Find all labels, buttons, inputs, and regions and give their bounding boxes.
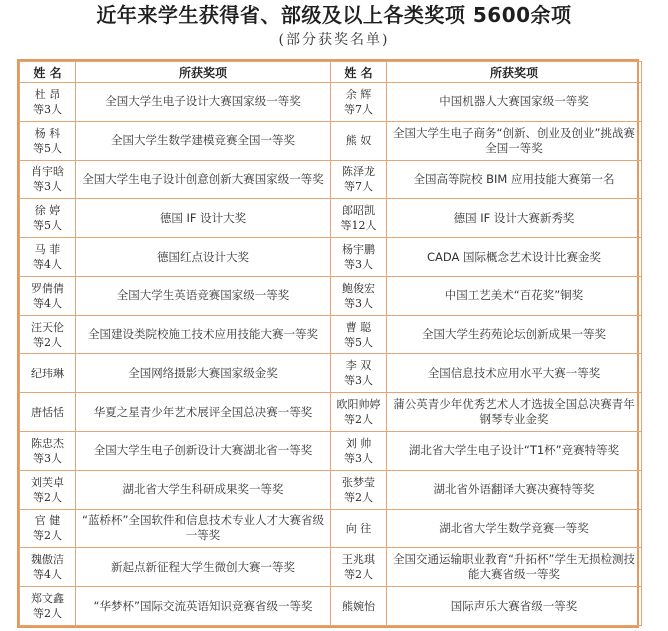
award-title-left: 全国建设类院校施工技术应用技能大赛一等奖 xyxy=(76,315,331,354)
student-name-left: 徐 婷 等5人 xyxy=(20,199,76,238)
award-title-left: 德国红点设计大奖 xyxy=(76,238,331,277)
table-row xyxy=(20,121,642,160)
table-row xyxy=(20,315,642,354)
table-row xyxy=(20,393,642,432)
table-row xyxy=(20,199,642,238)
award-title-left: 德国 IF 设计大奖 xyxy=(76,199,331,238)
student-name-left: 郑文鑫 等2人 xyxy=(20,587,76,626)
award-title-left: 新起点新征程大学生微创大赛一等奖 xyxy=(76,548,331,587)
student-name-left: 杨 科 等5人 xyxy=(20,121,76,160)
award-title-left: “华梦杯”国际交流英语知识竞赛省级一等奖 xyxy=(76,587,331,626)
award-title-right: 全国信息技术应用水平大赛一等奖 xyxy=(387,354,642,393)
student-name-left: 刘芙卓 等2人 xyxy=(20,470,76,509)
student-name-right: 郎昭凯 等12人 xyxy=(331,199,387,238)
header-award-right: 所获奖项 xyxy=(387,62,642,83)
student-name-right: 陈泽龙 等7人 xyxy=(331,160,387,199)
award-title-left: 全国大学生英语竞赛国家级一等奖 xyxy=(76,276,331,315)
table-header-row xyxy=(20,62,642,83)
student-name-left: 魏傲洁 等4人 xyxy=(20,548,76,587)
page-title: 近年来学生获得省、部级及以上各类奖项 5600余项 xyxy=(96,3,572,27)
award-title-right: 全国大学生电子商务“创新、创业及创业”挑战赛全国一等奖 xyxy=(387,121,642,160)
student-name-right: 王兆琪 等2人 xyxy=(331,548,387,587)
award-title-left: 全国大学生电子设计创意创新大赛国家级一等奖 xyxy=(76,160,331,199)
award-title-right: 湖北省大学生电子设计“T1杯”竞赛特等奖 xyxy=(387,432,642,471)
student-name-right: 熊 奴 xyxy=(331,121,387,160)
student-name-right: 曹 聪 等5人 xyxy=(331,315,387,354)
student-name-right: 欧阳帅婷 等2人 xyxy=(331,393,387,432)
award-title-right: 蒲公英青少年优秀艺术人才选拔全国总决赛青年钢琴专业金奖 xyxy=(387,393,642,432)
student-name-right: 李 双 等3人 xyxy=(331,354,387,393)
award-title-left: 全国网络摄影大赛国家级金奖 xyxy=(76,354,331,393)
header-name-left: 姓 名 xyxy=(20,62,76,83)
award-title-right: 湖北省大学生数学竞赛一等奖 xyxy=(387,509,642,548)
student-name-right: 向 往 xyxy=(331,509,387,548)
awards-table-frame xyxy=(17,59,639,628)
awards-table xyxy=(19,61,642,626)
student-name-left: 官 健 等2人 xyxy=(20,509,76,548)
page-subtitle: (部分获奖名单) xyxy=(278,32,390,48)
award-title-left: 华夏之星青少年艺术展评全国总决赛一等奖 xyxy=(76,393,331,432)
table-row xyxy=(20,238,642,277)
student-name-left: 马 菲 等4人 xyxy=(20,238,76,277)
award-title-right: 中国工艺美术“百花奖”铜奖 xyxy=(387,276,642,315)
award-title-left: 全国大学生电子创新设计大赛湖北省一等奖 xyxy=(76,432,331,471)
award-title-right: 德国 IF 设计大赛新秀奖 xyxy=(387,199,642,238)
student-name-left: 罗倩倩 等4人 xyxy=(20,276,76,315)
table-body xyxy=(20,83,642,626)
student-name-right: 张梦莹 等2人 xyxy=(331,470,387,509)
award-title-right: 国际声乐大赛省级一等奖 xyxy=(387,587,642,626)
student-name-right: 鲍俊宏 等3人 xyxy=(331,276,387,315)
award-title-left: 湖北省大学生科研成果奖一等奖 xyxy=(76,470,331,509)
table-row xyxy=(20,587,642,626)
student-name-left: 纪玮琳 xyxy=(20,354,76,393)
award-title-right: 全国高等院校 BIM 应用技能大赛第一名 xyxy=(387,160,642,199)
student-name-left: 唐恬恬 xyxy=(20,393,76,432)
award-title-left: “蓝桥杯”全国软件和信息技术专业人才大赛省级一等奖 xyxy=(76,509,331,548)
table-row xyxy=(20,509,642,548)
student-name-left: 杜 昂 等3人 xyxy=(20,83,76,122)
award-title-left: 全国大学生电子设计大赛国家级一等奖 xyxy=(76,83,331,122)
award-title-right: CADA 国际概念艺术设计比赛金奖 xyxy=(387,238,642,277)
award-title-right: 全国交通运输职业教育“升拓杯”学生无损检测技能大赛省级一等奖 xyxy=(387,548,642,587)
table-row xyxy=(20,548,642,587)
header-name-right: 姓 名 xyxy=(331,62,387,83)
table-row xyxy=(20,160,642,199)
table-row xyxy=(20,276,642,315)
student-name-left: 陈忠杰 等3人 xyxy=(20,432,76,471)
header-award-left: 所获奖项 xyxy=(76,62,331,83)
award-title-left: 全国大学生数学建模竞赛全国一等奖 xyxy=(76,121,331,160)
award-title-right: 中国机器人大赛国家级一等奖 xyxy=(387,83,642,122)
student-name-right: 熊婉怡 xyxy=(331,587,387,626)
student-name-left: 肖宇晗 等3人 xyxy=(20,160,76,199)
table-row xyxy=(20,470,642,509)
award-title-right: 全国大学生药苑论坛创新成果一等奖 xyxy=(387,315,642,354)
table-row xyxy=(20,432,642,471)
award-title-right: 湖北省外语翻译大赛决赛特等奖 xyxy=(387,470,642,509)
student-name-left: 汪天伦 等2人 xyxy=(20,315,76,354)
student-name-right: 余 辉 等7人 xyxy=(331,83,387,122)
student-name-right: 杨宇鹏 等3人 xyxy=(331,238,387,277)
table-row xyxy=(20,83,642,122)
table-row xyxy=(20,354,642,393)
student-name-right: 刘 帅 等3人 xyxy=(331,432,387,471)
